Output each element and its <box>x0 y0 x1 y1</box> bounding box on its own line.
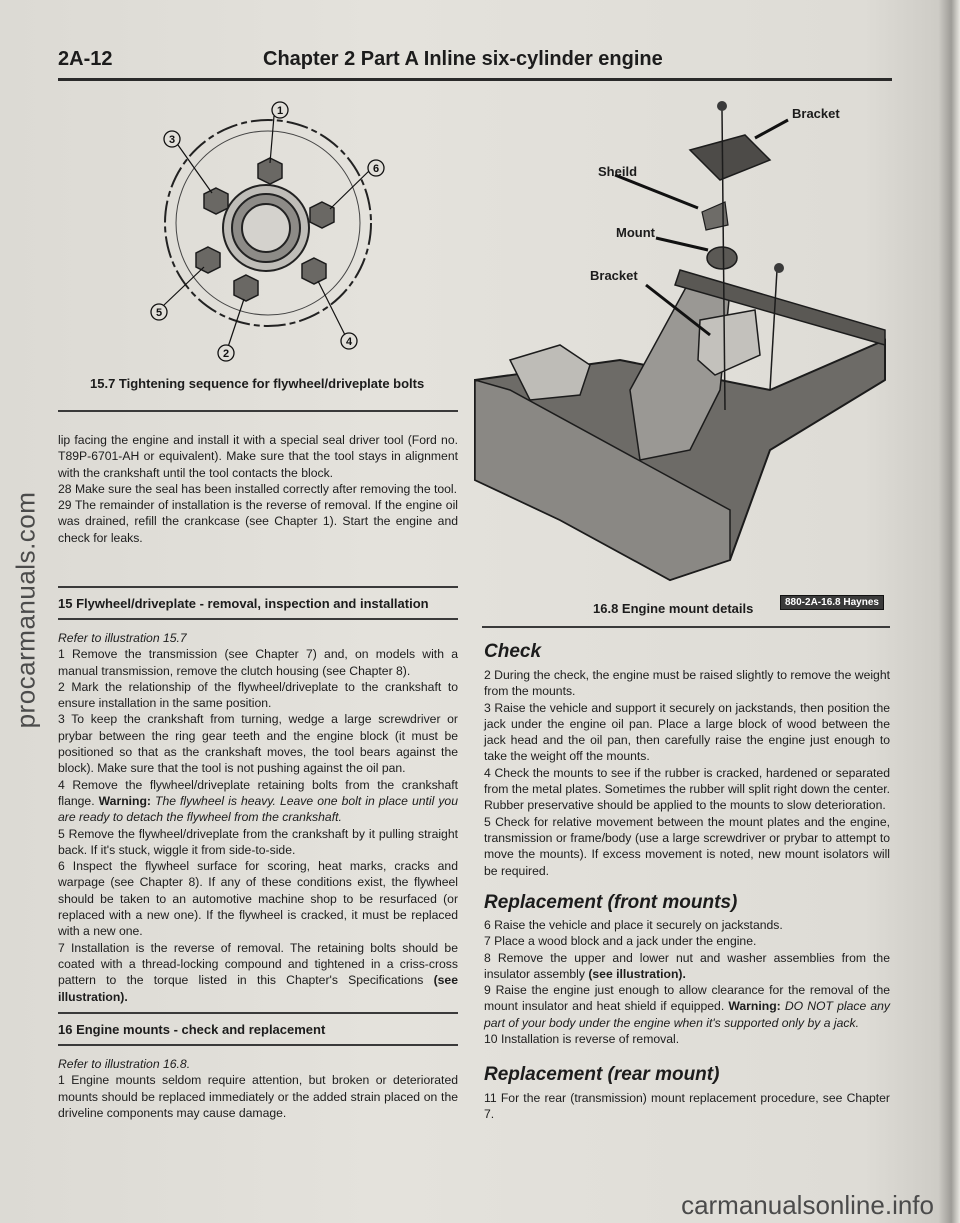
s15-step-7 <box>58 940 458 1005</box>
s15-step-3: 3 To keep the crankshaft from turning, wedge a large screwdriver or prybar between the ring gear teeth and the engine block (it must be positioned so that as the crankshaft moves, the tool bears against the block). Make sure that the tool is not pushing against the oil pan. <box>58 712 458 776</box>
page-number: 2A-12 <box>58 48 113 70</box>
bottom-watermark: carmanualsonline.info <box>681 1190 934 1220</box>
rear-mount-body <box>484 1090 890 1123</box>
s15-warning-text: The flywheel is heavy. Leave one bolt in place until you are ready to detach the flywheel from the crankshaft. <box>58 793 458 825</box>
label-shield: Sheild <box>598 164 638 179</box>
s15-step-4 <box>58 777 458 826</box>
s15-step-5: 5 Remove the flywheel/driveplate from the crankshaft by it pulling straight back. If it's stuck, wiggle it from side-to-side. <box>58 826 458 857</box>
label-bracket-lower: Bracket <box>590 268 638 283</box>
front-warning-label: Warning: <box>728 999 781 1014</box>
label-mount: Mount <box>616 225 655 240</box>
check-step-2: 2 During the check, the engine must be raised slightly to remove the weight from the mounts. <box>484 668 890 699</box>
bolt-label-2: 2 <box>222 348 230 360</box>
page-header <box>58 48 890 80</box>
left-column-continued <box>58 432 458 546</box>
check-heading: Check <box>484 641 542 662</box>
s15-step-2: 2 Mark the relationship of the flywheel/driveplate to the crankshaft to ensure installation in the same position. <box>58 679 458 711</box>
flywheel-bolt-diagram <box>140 95 400 370</box>
bolt-label-3: 3 <box>168 134 176 146</box>
bolt-label-6: 6 <box>372 163 380 175</box>
figure-16-8-caption: 16.8 Engine mount details <box>593 601 754 616</box>
check-step-3: 3 Raise the vehicle and support it securely on jackstands, then position the jack under the engine oil pan. Place a large block of wood between the jack head and the oil pan, then carefully raise the engine just enough to take the weight off the mounts. <box>484 700 890 764</box>
front-step-6: 6 Raise the vehicle and place it securely on jackstands. <box>484 918 783 932</box>
engine-mount-diagram <box>470 90 890 590</box>
section-16-body <box>58 1056 458 1121</box>
step-29: 29 The remainder of installation is the reverse of removal. If the engine oil was drained, refill the crankcase (see Chapter 1). Start the engine and check for leaks. <box>58 498 458 545</box>
side-watermark: procarmanuals.com <box>10 491 41 729</box>
section-15-top-rule <box>58 586 458 588</box>
front-step-8 <box>484 950 890 983</box>
front-step-8-ref: (see illustration). <box>588 966 686 981</box>
label-bracket-top: Bracket <box>792 106 840 121</box>
header-rule <box>58 78 892 81</box>
binding-shadow <box>938 0 960 1223</box>
front-step-9-text: 9 Raise the engine just enough to allow clearance for the removal of the mount insulator and heat shield if equipped. <box>484 983 890 1014</box>
front-step-9 <box>484 982 890 1031</box>
s15-step-7-ref: (see illustration). <box>58 973 458 1004</box>
check-step-4: 4 Check the mounts to see if the rubber is cracked, hardened or separated from the metal plates. Sometimes the rubber will split right down the center. Rubber preservative should be applied to the mounts to slow deterioration. <box>484 765 890 813</box>
section-16-title: 16 Engine mounts - check and replacement <box>58 1022 326 1037</box>
figure-id-badge: 880-2A-16.8 Haynes <box>780 595 884 610</box>
front-mounts-heading: Replacement (front mounts) <box>484 892 738 913</box>
check-body <box>484 667 890 879</box>
section-15-body <box>58 630 458 1005</box>
figure-15-7-caption: 15.7 Tightening sequence for flywheel/driveplate bolts <box>90 376 425 391</box>
s15-step-4-text: 4 Remove the flywheel/driveplate retaining bolts from the crankshaft flange. <box>58 777 458 808</box>
figure-16-8-rule <box>482 626 890 628</box>
section-16-ref: Refer to illustration 16.8. <box>58 1057 191 1071</box>
s15-step-6: 6 Inspect the flywheel surface for scoring, heat marks, cracks and warpage (see Chapter 8). If any of these conditions exist, the flywheel should be taken to an automotive machine shop to be resurfaced (or replaced with a new one). If the flywheel is cracked, it must be replaced with a new one. <box>58 859 458 939</box>
section-15-title: 15 Flywheel/driveplate - removal, inspection and installation <box>58 596 429 611</box>
chapter-title: Chapter 2 Part A Inline six-cylinder engine <box>263 48 663 70</box>
section-15-ref: Refer to illustration 15.7 <box>58 631 187 645</box>
front-step-8-text: 8 Remove the upper and lower nut and washer assemblies from the insulator assembly <box>484 950 890 981</box>
front-step-7: 7 Place a wood block and a jack under the engine. <box>484 934 757 949</box>
figure-15-7-rule <box>58 410 458 412</box>
front-warning-text: DO NOT place any part of your body under the engine when it's supported only by a jack. <box>484 999 890 1030</box>
check-step-5: 5 Check for relative movement between the mount plates and the engine, transmission or frame/body (use a large screwdriver or prybar to attempt to move the mounts). If excess movement is noted, new mount isolators will be required. <box>484 814 890 878</box>
s15-warning-label: Warning: <box>98 793 151 808</box>
front-step-10: 10 Installation is reverse of removal. <box>484 1032 680 1047</box>
section-16-bottom-rule <box>58 1044 458 1046</box>
section-16-top-rule <box>58 1012 458 1014</box>
rear-mount-heading: Replacement (rear mount) <box>484 1064 720 1085</box>
s15-step-7-text: 7 Installation is the reverse of removal. The retaining bolts should be coated with a thread-locking compound and tightened in a criss-cross pattern to the torque listed in this Chapter's Specifications <box>58 940 458 988</box>
bolt-label-1: 1 <box>276 105 284 117</box>
s15-step-1: 1 Remove the transmission (see Chapter 7) and, on models with a manual transmission, remove the clutch housing (see Chapter 8). <box>58 647 458 678</box>
section-15-bottom-rule <box>58 618 458 620</box>
rear-step-11: 11 For the rear (transmission) mount replacement procedure, see Chapter 7. <box>484 1091 890 1122</box>
bolt-label-4: 4 <box>345 336 353 348</box>
front-mounts-body <box>484 917 890 1047</box>
paragraph-continued: lip facing the engine and install it with a special seal driver tool (Ford no. T89P-6701-AH or equivalent). Make sure that the tool stays in alignment with the crankshaft until the tool contacts the block. <box>58 433 458 480</box>
s16-step-1: 1 Engine mounts seldom require attention, but broken or deteriorated mounts should be replaced immediately or the added strain placed on the driveline components may cause damage. <box>58 1073 458 1120</box>
bolt-label-5: 5 <box>155 307 163 319</box>
step-28: 28 Make sure the seal has been installed correctly after removing the tool. <box>58 481 458 496</box>
